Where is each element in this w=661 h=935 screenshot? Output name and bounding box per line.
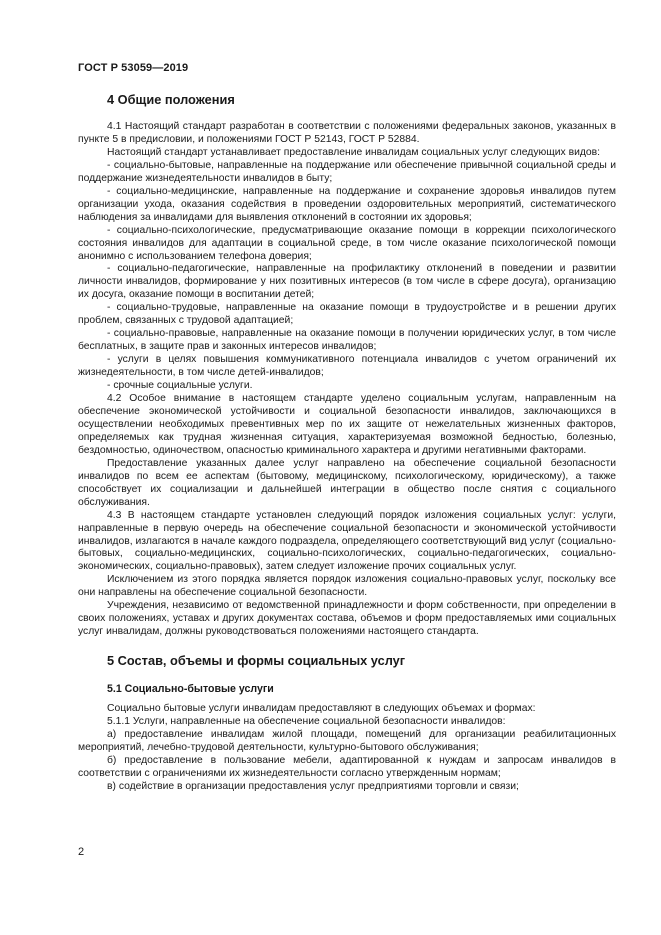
subsection-5-1-title: 5.1 Социально-бытовые услуги xyxy=(107,683,274,696)
list-item-v: в) содействие в организации предоставления услуг предприятиями торговли и связи; xyxy=(107,780,519,792)
paragraph-4-1: 4.1 Настоящий стандарт разработан в соответствии с положениями федеральных законов, указанных в пункте 5 в предисловии, и положениями ГОСТ Р 52143, ГОСТ Р 52884. xyxy=(78,121,616,145)
list-item-social-medical: - социально-медицинские, направленные на поддержание и сохранение здоровья инвалидов путем организации ухода, оказания содействия в проведении оздоровительных мероприятий, систематического наблюдения за инвалидами для выявления отклонений в состоянии их здоровья; xyxy=(78,185,616,223)
list-item-urgent: - срочные социальные услуги. xyxy=(107,380,253,392)
list-item-social-legal: - социально-правовые, направленные на оказание помощи в получении юридических услуг, в том числе бесплатных, в защите прав и законных интересов инвалидов; xyxy=(78,328,616,353)
paragraph-institutions: Учреждения, независимо от ведомственной принадлежности и форм собственности, при определении в своих положениях, уставах и других документах состава, объемов и форм предоставляемых ими социальных услуг инвалидам, должны руководствоваться положениями настоящего стандарта. xyxy=(78,600,616,638)
section-5-title: 5 Состав, объемы и формы социальных услуг xyxy=(107,653,406,669)
list-item-social-psychological: - социально-психологические, предусматривающие оказание помощи в коррекции психологического состояния инвалидов для адаптации в социальной среде, в том числе оказание психологической помощи анонимно с использованием телефона доверия; xyxy=(78,224,616,262)
list-item-b: б) предоставление в пользование мебели, адаптированной к нуждам и запросам инвалидов в соответствии с ограничениями их жизнедеятельности согласно утвержденным нормам; xyxy=(78,754,616,779)
list-item-a: а) предоставление инвалидам жилой площади, помещений для организации реабилитационных мероприятий, лечебно-трудовой деятельности, культурно-бытового обслуживания; xyxy=(78,729,616,753)
list-item-communication: - услуги в целях повышения коммуникативного потенциала инвалидов с учетом ограничений их жизнедеятельности, в том числе детей-инвалидов; xyxy=(78,354,616,379)
paragraph-4-2: 4.2 Особое внимание в настоящем стандарте уделено социальным услугам, направленным на обеспечение экономической устойчивости и социальной безопасности инвалидов, заключающихся в осуществлении необходимых превентивных мер по их защите от нежелательных жизненных факторов, определяемых как трудная жизненная ситуация, характеризуемая возможной бедностью, болезнью, бездомностью, одиночеством, опасностью криминального характера и другими негативными факторами. xyxy=(78,393,616,456)
paragraph-exception: Исключением из этого порядка является порядок изложения социально-правовых услуг, поскольку все они направлены на обеспечение социальной безопасности. xyxy=(78,574,616,599)
list-item-social-pedagogical: - социально-педагогические, направленные на профилактику отклонений в поведении и развитии личности инвалидов, формирование у них позитивных интересов (в том числе в сфере досуга), организацию их досуга, оказание помощи в воспитании детей; xyxy=(78,263,616,301)
paragraph-provision: Предоставление указанных далее услуг направлено на обеспечение социальной безопасности инвалидов по всем ее аспектам (бытовому, медицинскому, психологическому, юридическому), а также способствует их социализации и дальнейшей интеграции в общество после снятия с социального обслуживания. xyxy=(78,457,616,508)
paragraph-4-3: 4.3 В настоящем стандарте установлен следующий порядок изложения социальных услуг: услуги, направленные в первую очередь на обеспечение социальной безопасности и экономической устойчивости инвалидов, излагаются в начале каждого подраздела, определяющего соответствующий вид услуг (социально-бытовых, социально-медицинских, социально-психологических, социально-педагогических, социально-экономических, социально-правовых), затем следует изложение прочих социальных услуг. xyxy=(78,509,616,573)
list-item-social-household: - социально-бытовые, направленные на поддержание или обеспечение привычной социальной среды и поддержание жизнедеятельности инвалидов в быту; xyxy=(78,159,616,184)
paragraph-5-1-intro: Социально бытовые услуги инвалидам предоставляют в следующих объемах и формах: xyxy=(107,703,536,715)
document-body xyxy=(78,92,616,794)
paragraph-5-1-1: 5.1.1 Услуги, направленные на обеспечение социальной безопасности инвалидов: xyxy=(107,716,506,728)
list-item-social-labor: - социально-трудовые, направленные на оказание помощи в трудоустройстве и в решении других проблем, связанных с трудовой адаптацией; xyxy=(78,302,616,327)
section-4-title: 4 Общие положения xyxy=(107,92,235,107)
standard-code: ГОСТ Р 53059—2019 xyxy=(78,62,189,74)
page-number: 2 xyxy=(78,846,85,858)
paragraph-service-kinds: Настоящий стандарт устанавливает предоставление инвалидам социальных услуг следующих видов: xyxy=(107,146,601,158)
